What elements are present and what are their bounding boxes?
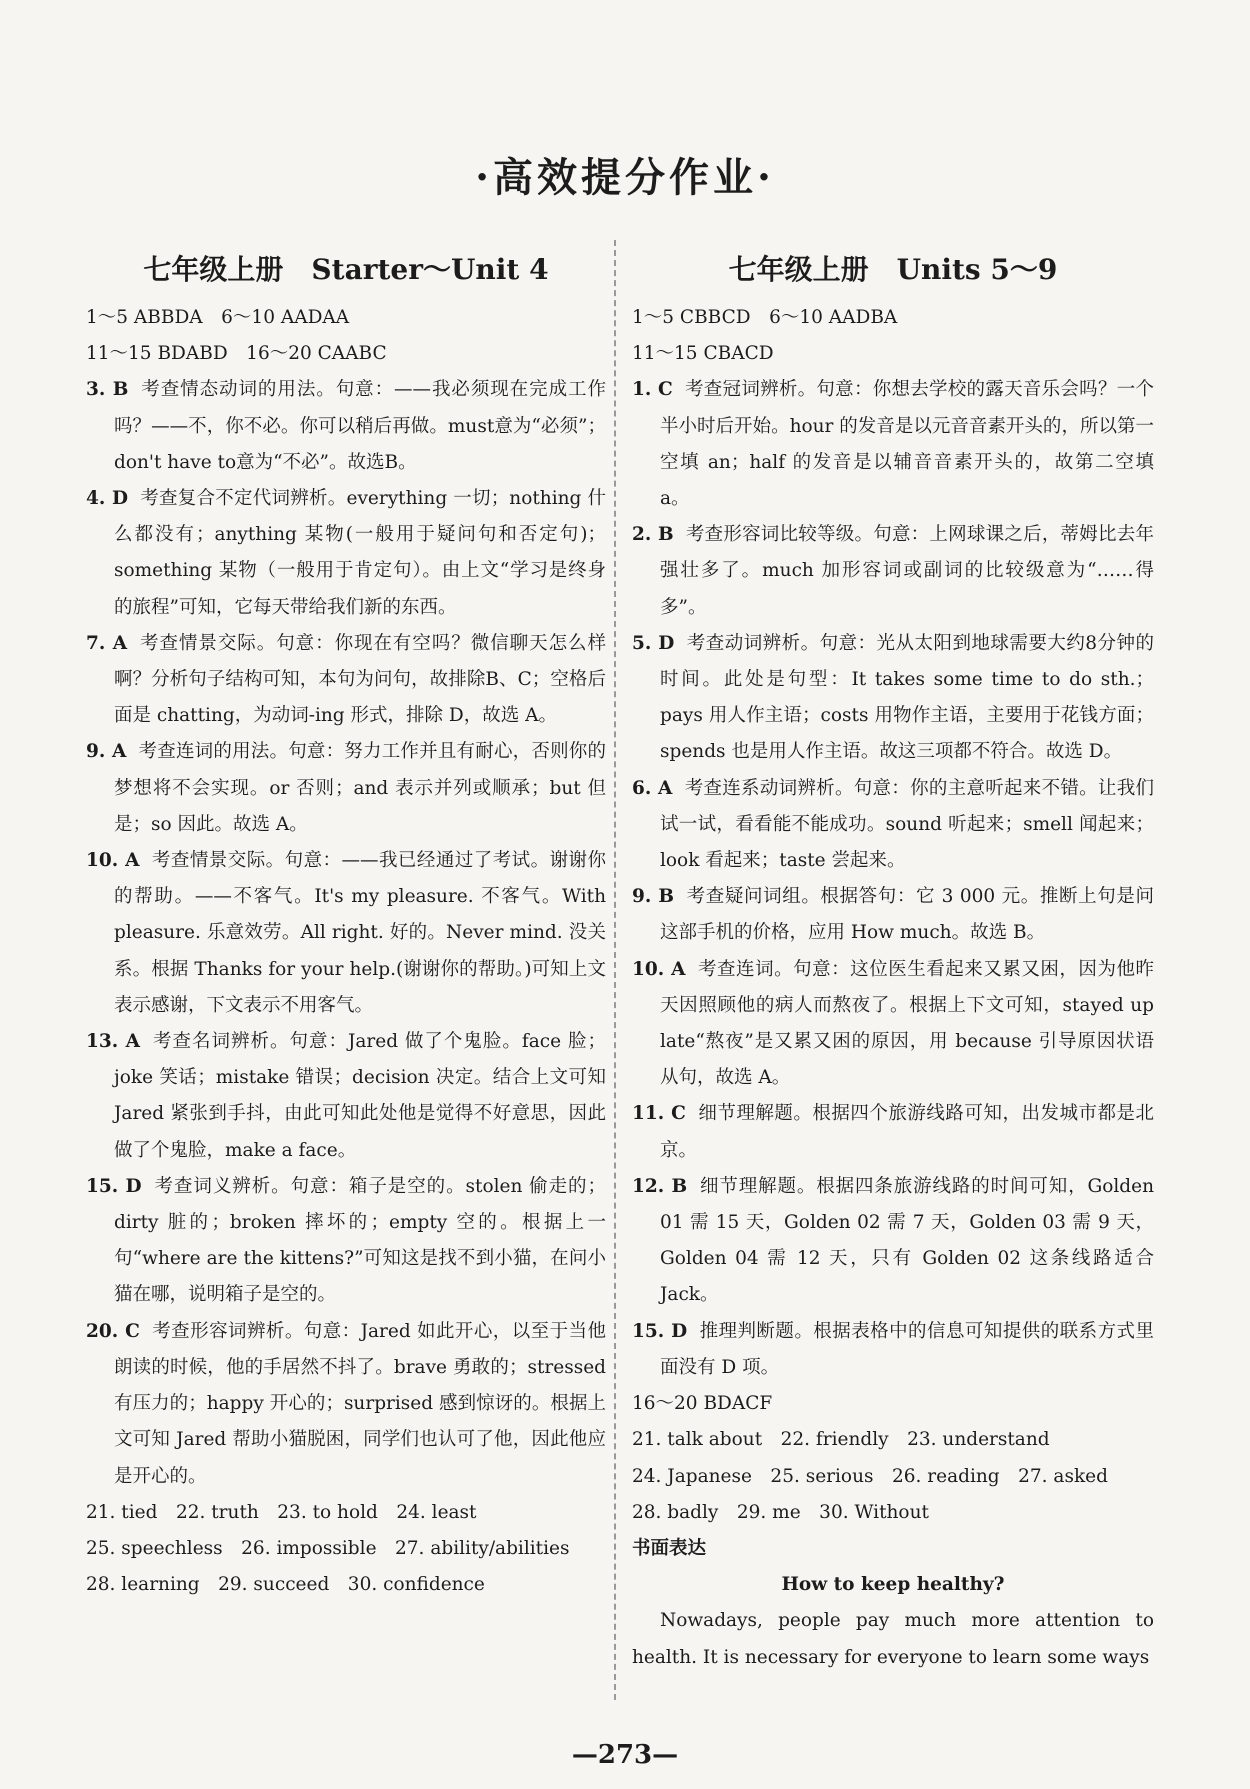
explanation-text: 考查情景交际。句意：——我已经通过了考试。谢谢你的帮助。——不客气。It's my pleasure. 不客气。With pleasure. 乐意效劳。All right. 好的。Never mind. 没关系。根据 Thanks for your help.(谢谢你的帮助。)可知上文表示感谢，下文表示不用客气。	[114, 850, 606, 1016]
explanation-text: 考查复合不定代词辨析。everything 一切；nothing 什么都没有；anything 某物(一般用于疑问句和否定句)；something 某物（一般用于肯定句）。由上文“学习是终身的旅程”可知，它每天带给我们新的东西。	[114, 488, 606, 618]
answer-line: 28. learning 29. succeed 30. confidence	[86, 1574, 485, 1596]
question-number: 10. A	[632, 958, 686, 980]
question-number: 4. D	[86, 488, 129, 510]
explanation-text: 考查情态动词的用法。句意：——我必须现在完成工作吗？——不，你不必。你可以稍后再做。must意为“必须”；don't have to意为“不必”。故选B。	[114, 379, 606, 473]
answer-line: 28. badly 29. me 30. Without	[632, 1501, 929, 1523]
explanation-entry	[86, 843, 606, 1024]
explanation-text: 考查词义辨析。句意：箱子是空的。stolen 偷走的；dirty 脏的；broken 摔坏的；empty 空的。根据上一句“where are the kittens?”可知这是找不到小猫，在问小猫在哪，说明箱子是空的。	[114, 1175, 606, 1306]
question-number: 5. D	[632, 632, 675, 654]
explanation-entry	[632, 879, 1154, 951]
explanation-entry	[632, 626, 1154, 771]
explanation-entry	[632, 517, 1154, 626]
explanation-entry	[632, 372, 1154, 517]
answer-line: 21. tied 22. truth 23. to hold 24. least	[86, 1501, 477, 1523]
question-number: 6. A	[632, 777, 673, 799]
question-number: 9. B	[632, 886, 675, 908]
explanation-text: 考查连系动词辨析。句意：你的主意听起来不错。让我们试一试，看看能不能成功。sound 听起来；smell 闻起来；look 看起来；taste 尝起来。	[660, 777, 1154, 872]
explanation-text: 细节理解题。根据四个旅游线路可知，出发城市都是北京。	[660, 1103, 1154, 1161]
question-number: 10. A	[86, 850, 140, 872]
explanation-text: 考查连词。句意：这位医生看起来又累又困，因为他昨天因照顾他的病人而熬夜了。根据上下文可知，stayed up late“熬夜”是又累又困的原因，用 because 引导原因状语从句，故选 A。	[660, 958, 1154, 1089]
left-column-heading: 七年级上册 Starter～Unit 4	[143, 253, 549, 286]
explanation-entry	[632, 771, 1154, 880]
explanation-entry	[86, 734, 606, 843]
answer-line: 21. talk about 22. friendly 23. understand	[632, 1429, 1050, 1451]
question-number: 2. B	[632, 524, 674, 546]
explanation-entry	[86, 1314, 606, 1495]
answer-line: 11～15 CBACD	[632, 343, 774, 365]
writing-section-label: 书面表达	[632, 1537, 707, 1559]
question-number: 12. B	[632, 1175, 688, 1197]
essay-title: How to keep healthy?	[781, 1574, 1005, 1596]
right-column	[632, 252, 1154, 1676]
explanation-entry	[632, 952, 1154, 1097]
explanation-text: 考查连词的用法。句意：努力工作并且有耐心，否则你的梦想将不会实现。or 否则；and 表示并列或顺承；but 但是；so 因此。故选 A。	[114, 741, 606, 835]
explanation-text: 推理判断题。根据表格中的信息可知提供的联系方式里面没有 D 项。	[660, 1320, 1154, 1378]
explanation-entry	[632, 1169, 1154, 1314]
explanation-text: 考查疑问词组。根据答句：它 3 000 元。推断上句是问这部手机的价格，应用 How much。故选 B。	[660, 886, 1155, 944]
explanation-text: 考查名词辨析。句意：Jared 做了个鬼脸。face 脸；joke 笑话；mistake 错误；decision 决定。结合上文可知 Jared 紧张到手抖，由此可知此处他是觉得不好意思，因此做了个鬼脸，make a face。	[114, 1031, 606, 1161]
explanation-entry	[86, 1024, 606, 1169]
column-divider	[614, 240, 616, 1700]
page-number: —273—	[571, 1740, 679, 1770]
page-title: ·高效提分作业·	[475, 154, 775, 201]
explanation-text: 细节理解题。根据四条旅游线路的时间可知，Golden 01 需 15 天，Golden 02 需 7 天，Golden 03 需 9 天，Golden 04 需 12 天，只有 Golden 02 这条线路适合 Jack。	[660, 1175, 1154, 1306]
explanation-text: 考查形容词辨析。句意：Jared 如此开心，以至于当他朗读的时候，他的手居然不抖了。brave 勇敢的；stressed 有压力的；happy 开心的；surprised 感到惊讶的。根据上文可知 Jared 帮助小猫脱困，同学们也认可了他，因此他应是开心的。	[114, 1320, 606, 1487]
explanation-entry	[86, 626, 606, 735]
answer-line: 11～15 BDABD 16～20 CAABC	[86, 343, 387, 365]
question-number: 13. A	[86, 1031, 140, 1053]
explanation-text: 考查动词辨析。句意：光从太阳到地球需要大约8分钟的时间。此处是句型：It takes some time to do sth.；pays 用人作主语；costs 用物作主语，主要用于花钱方面；spends 也是用人作主语。故这三项都不符合。故选 D。	[660, 632, 1154, 763]
question-number: 15. D	[632, 1320, 688, 1342]
question-number: 1. C	[632, 379, 673, 401]
question-number: 15. D	[86, 1175, 142, 1197]
answer-line: 25. speechless 26. impossible 27. ability/abilities	[86, 1537, 570, 1559]
answer-line: 24. Japanese 25. serious 26. reading 27. asked	[632, 1465, 1108, 1487]
explanation-entry	[86, 372, 606, 481]
explanation-entry	[632, 1096, 1154, 1168]
essay-text: Nowadays, people pay much more attention to health. It is necessary for everyone to learn some ways	[632, 1610, 1154, 1668]
explanation-text: 考查形容词比较等级。句意：上网球课之后，蒂姆比去年强壮多了。much 加形容词或副词的比较级意为“……得多”。	[660, 524, 1154, 618]
answer-line: 1～5 CBBCD 6～10 AADBA	[632, 307, 898, 328]
question-number: 20. C	[86, 1320, 140, 1342]
explanation-entry	[86, 1169, 606, 1314]
question-number: 7. A	[86, 632, 128, 654]
explanation-text: 考查情景交际。句意：你现在有空吗？微信聊天怎么样啊？分析句子结构可知，本句为问句，故排除B、C；空格后面是 chatting，为动词-ing 形式，排除 D，故选 A。	[114, 632, 606, 727]
left-column	[86, 252, 606, 1603]
answer-line: 1～5 ABBDA 6～10 AADAA	[86, 307, 350, 328]
explanation-entry	[86, 481, 606, 626]
answer-line: 16～20 BDACF	[632, 1393, 773, 1415]
question-number: 3. B	[86, 379, 129, 401]
question-number: 11. C	[632, 1103, 686, 1125]
explanation-entry	[632, 1314, 1154, 1386]
explanation-text: 考查冠词辨析。句意：你想去学校的露天音乐会吗？一个半小时后开始。hour 的发音是以元音音素开头的，所以第一空填 an；half 的发音是以辅音音素开头的，故第二空填 a。	[660, 379, 1154, 510]
question-number: 9. A	[86, 741, 127, 763]
right-column-heading: 七年级上册 Units 5～9	[728, 253, 1058, 286]
